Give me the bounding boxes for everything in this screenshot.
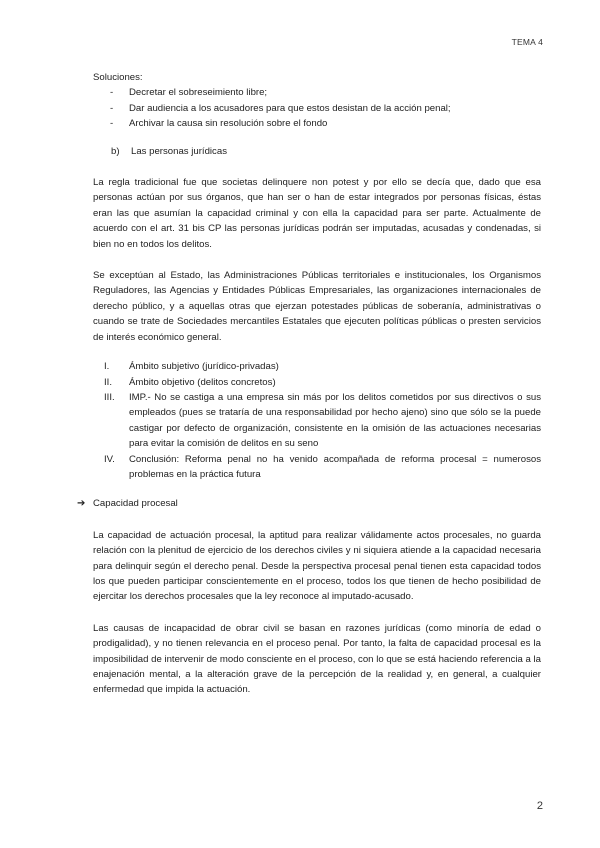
section-b-heading bbox=[93, 144, 541, 159]
list-item: - Decretar el sobreseimiento libre; bbox=[110, 85, 541, 100]
solutions-list bbox=[93, 85, 541, 131]
list-number: IV. bbox=[104, 453, 115, 465]
list-text: Ámbito objetivo (delitos concretos) bbox=[129, 376, 276, 388]
list-item bbox=[104, 359, 541, 374]
capacidad-heading bbox=[77, 496, 541, 511]
list-item bbox=[104, 390, 541, 452]
page-number: 2 bbox=[536, 800, 543, 812]
section-title: Capacidad procesal bbox=[93, 498, 178, 510]
paragraph: La capacidad de actuación procesal, la aptitud para realizar válidamente actos procesales, no guarda relación con la plenitud de ejercicio de los derechos civiles y ni siquiera atiende a la capacidad necesaria para delinquir según el derecho penal. Desde la perspectiva procesal penal tienen esta capacidad todos los que pueden participar conscientemente en el proceso, todos los que tienen de hecho posibilidad de ejercitar los derechos procesales que la ley reconoce al imputado-acusado. bbox=[93, 529, 541, 603]
section-title: Las personas jurídicas bbox=[131, 145, 227, 157]
page-content bbox=[77, 70, 541, 698]
list-item bbox=[104, 452, 541, 483]
list-number: III. bbox=[104, 391, 115, 403]
list-item: - Dar audiencia a los acusadores para que estos desistan de la acción penal; bbox=[110, 101, 541, 116]
roman-list bbox=[93, 359, 541, 482]
list-text: Ámbito subjetivo (jurídico-privadas) bbox=[129, 361, 279, 373]
arrow-right-icon: ➔ bbox=[77, 498, 86, 510]
list-text: IMP.- No se castiga a una empresa sin más por los delitos cometidos por sus directivos o sus empleados (pues se trataría de una responsabilidad por hecho ajeno) sino que sólo se la puede castigar por defecto de organización, consistente en la omisión de las actuaciones necesarias para evitar la comisión de delitos en su seno bbox=[129, 391, 541, 450]
list-item: - Archivar la causa sin resolución sobre el fondo bbox=[110, 116, 541, 131]
solutions-label: Soluciones: bbox=[93, 72, 143, 83]
list-text: Conclusión: Reforma penal no ha venido acompañada de reforma procesal = numerosos problemas en la práctica futura bbox=[129, 453, 541, 480]
paragraph: Las causas de incapacidad de obrar civil se basan en razones jurídicas (como minoría de edad o prodigalidad), y no tienen relevancia en el proceso penal. Por tanto, la falta de capacidad procesal es la imposibilidad de intervenir de modo consciente en el proceso, con lo que se está haciendo referencia a la enajenación mental, a la alteración grave de la percepción de la realidad y, en general, a cualquier enfermedad que impida la actuación. bbox=[93, 622, 541, 696]
section-letter: b) bbox=[111, 145, 120, 157]
paragraph: La regla tradicional fue que societas delinquere non potest y por ello se decía que, dado que esa personas actúan por sus órganos, que han ser o han de estar integrados por personas físicas, éstas eran las que asumían la capacidad criminal y con ella la capacidad para ser parte. Actualmente de acuerdo con el art. 31 bis CP las personas jurídicas podrán ser imputadas, acusadas y condenadas, si bien no en todos los delitos. bbox=[93, 177, 541, 250]
paragraph: Se exceptúan al Estado, las Administraciones Públicas territoriales e institucionales, los Organismos Reguladores, las Agencias y Entidades Públicas Empresariales, las organizaciones internacionales de derecho público, y a aquellas otras que ejerzan potestades públicas de soberanía, administrativas o cuando se trate de Sociedades mercantiles Estatales que ejecuten políticas públicas o presten servicios de interés económico general. bbox=[93, 270, 541, 343]
list-number: II. bbox=[104, 376, 112, 388]
list-item bbox=[104, 375, 541, 390]
page-header: TEMA 4 bbox=[511, 37, 543, 47]
list-number: I. bbox=[104, 361, 110, 373]
